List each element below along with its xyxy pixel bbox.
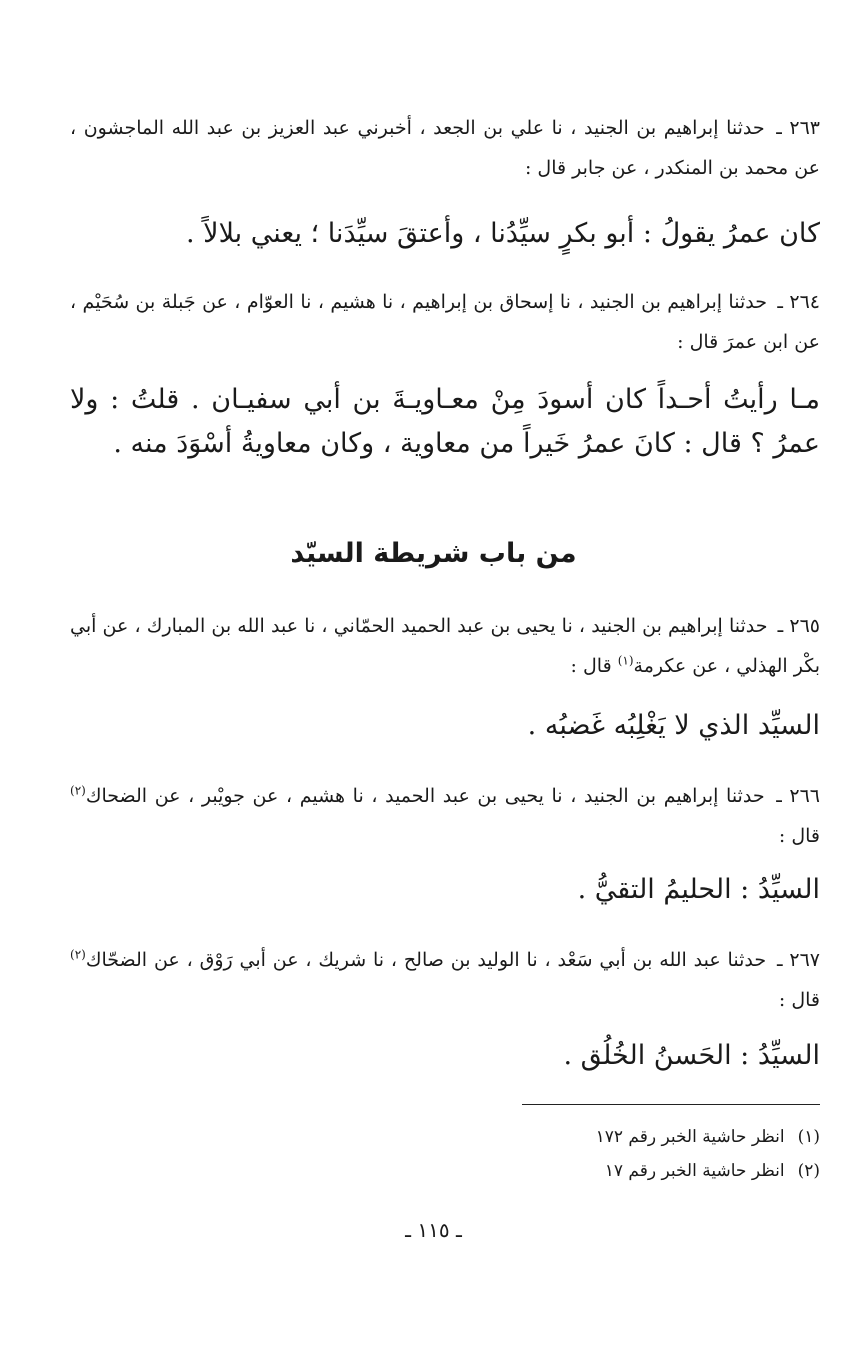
hadith-isnad-266 <box>70 776 820 856</box>
isnad-text: حدثنا إبراهيم بن الجنيد ، نا علي بن الجعد ، أخبرني عبد العزيز بن عبد الله الماجشون ، عن محمد بن المنكدر ، عن جابر قال : <box>70 117 820 179</box>
hadith-number: ٢٦٣ ـ <box>776 117 821 139</box>
isnad-text: حدثنا إبراهيم بن الجنيد ، نا إسحاق بن إبراهيم ، نا هشيم ، نا العوّام ، عن جَبلة بن سُحَيْم ، عن ابن عمرَ قال : <box>70 291 820 353</box>
footnote-text: انظر حاشية الخبر رقم ١٧ <box>604 1161 785 1181</box>
hadith-matn-267: السيِّدُ : الحَسنُ الخُلُق . <box>563 1040 820 1071</box>
isnad-text: حدثنا إبراهيم بن الجنيد ، نا يحيى بن عبد الحميد ، نا هشيم ، عن جويْبر ، عن الضحاك <box>85 785 765 807</box>
footnote-ref[interactable]: (٢) <box>70 783 86 798</box>
hadith-matn-264: مـا رأيتُ أحـداً كان أسودَ مِنْ معـاويـةَ بن أبي سفيـان . قلتُ : ولا عمرُ ؟ قال : كانَ عمرُ خَيراً من معاوية ، وكان معاويةُ أسْوَدَ منه . <box>70 384 820 459</box>
hadith-matn-265: السيِّد الذي لا يَغْلِبُه غَضبُه . <box>527 710 820 741</box>
section-heading: من باب شريطة السيّد <box>290 538 577 569</box>
footnote-1 <box>470 1122 820 1152</box>
hadith-number: ٢٦٤ ـ <box>777 291 820 313</box>
isnad-text: حدثنا إبراهيم بن الجنيد ، نا يحيى بن عبد الحميد الحمّاني ، نا عبد الله بن المبارك ، عن أبي بكْر الهذلي ، عن عكرمة <box>70 615 820 677</box>
footnote-text: انظر حاشية الخبر رقم ١٧٢ <box>595 1127 785 1147</box>
hadith-isnad-264 <box>70 282 820 362</box>
footnote-number: (٢) <box>797 1161 820 1181</box>
hadith-isnad-265 <box>70 606 820 686</box>
hadith-matn-266: السيِّدُ : الحليمُ التقيُّ . <box>577 874 820 905</box>
hadith-isnad-263 <box>70 108 820 188</box>
hadith-isnad-267 <box>70 940 820 1020</box>
footnote-2 <box>470 1156 820 1186</box>
hadith-number: ٢٦٦ ـ <box>776 785 821 807</box>
isnad-text: حدثنا عبد الله بن أبي سَعْد ، نا الوليد بن صالح ، نا شريك ، عن أبي رَوْق ، عن الضحّاك <box>85 949 767 971</box>
footnote-divider <box>522 1104 820 1105</box>
hadith-matn-263: كان عمرُ يقولُ : أبو بكرٍ سيِّدُنا ، وأعتقَ سيِّدَنا ؛ يعني بلالاً . <box>186 218 820 249</box>
isnad-text-end: قال : <box>778 825 820 847</box>
isnad-text-end: قال : <box>570 655 618 677</box>
hadith-number: ٢٦٥ ـ <box>777 615 821 637</box>
hadith-number: ٢٦٧ ـ <box>776 949 820 971</box>
footnote-ref[interactable]: (١) <box>617 653 634 668</box>
footnote-ref[interactable]: (٢) <box>70 947 86 962</box>
footnote-number: (١) <box>797 1127 820 1147</box>
page-number: ـ ١١٥ ـ <box>405 1218 462 1242</box>
isnad-text-end: قال : <box>778 989 820 1011</box>
